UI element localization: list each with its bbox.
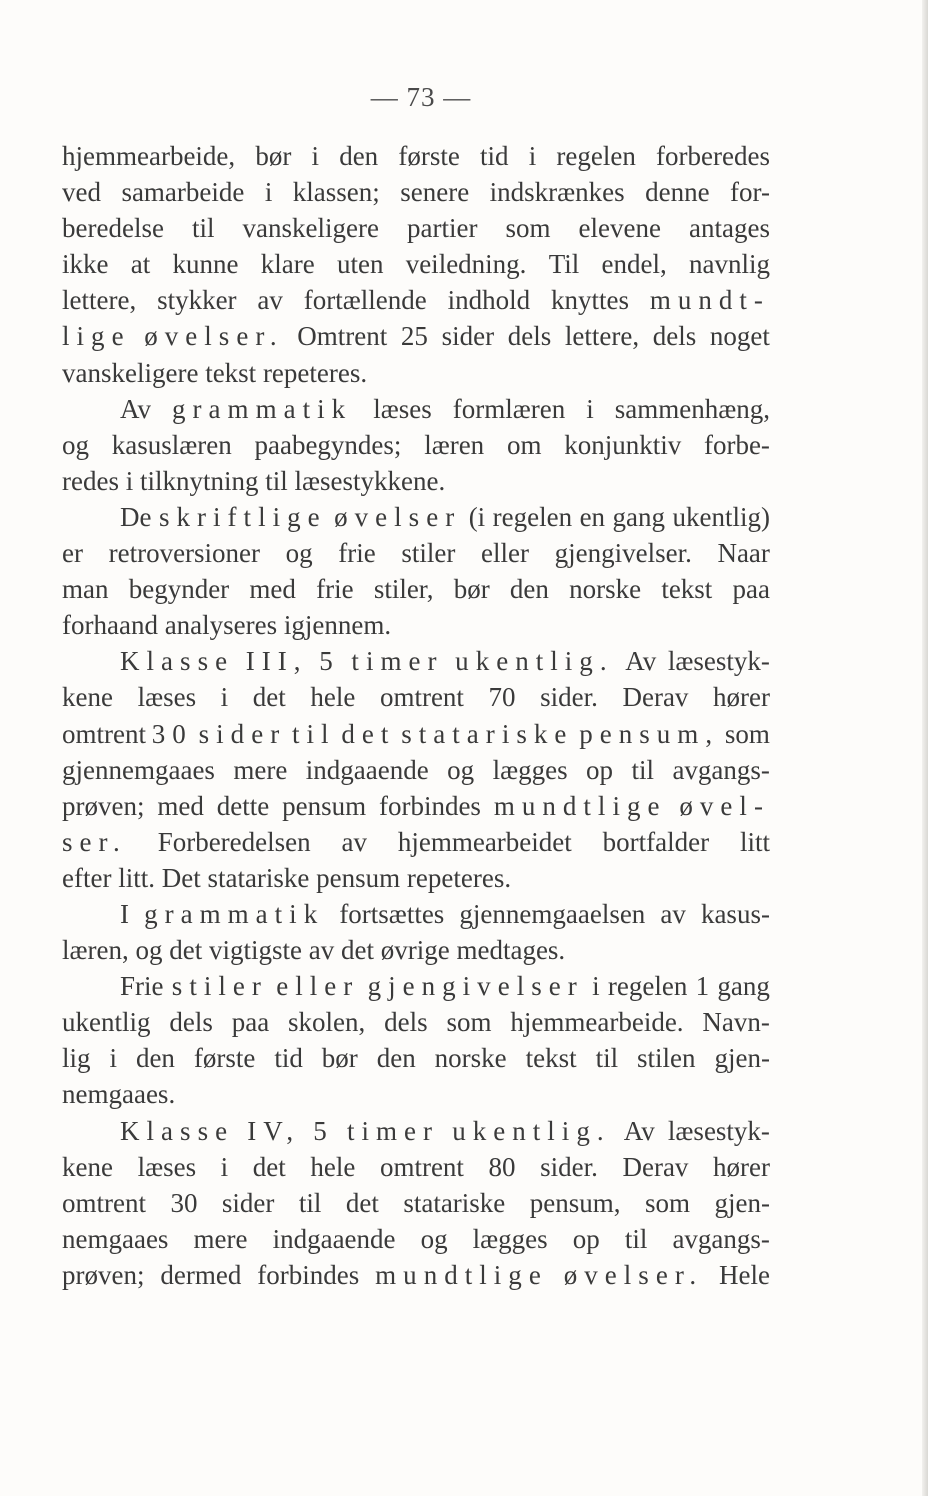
word: statariske <box>401 718 574 749</box>
text-line <box>62 932 770 968</box>
word: ikke <box>62 249 109 280</box>
word: og <box>285 538 313 569</box>
word: tekst <box>205 357 257 388</box>
word: øvelser <box>334 501 462 532</box>
word: kene <box>62 682 113 713</box>
word: gjen- <box>714 1043 770 1074</box>
word: timer <box>346 1115 440 1146</box>
word: dette <box>216 790 270 821</box>
word: indgaaende <box>305 754 429 785</box>
word: 30 <box>151 718 193 749</box>
word: gang <box>717 971 770 1002</box>
text-line <box>62 968 770 1004</box>
word: av <box>660 898 686 929</box>
word: avgangs- <box>672 754 770 785</box>
word: (i <box>468 501 486 532</box>
word: gjennemgaaelsen <box>459 898 646 929</box>
word: op <box>572 1223 600 1254</box>
word: prøven; <box>62 1259 145 1290</box>
word: omtrent <box>62 718 146 749</box>
text-line <box>62 1185 770 1221</box>
word: frie <box>316 574 354 605</box>
word: dels <box>507 321 552 352</box>
word: Til <box>548 249 580 280</box>
word: av <box>308 935 335 966</box>
text-line <box>62 824 770 860</box>
word: skolen, <box>288 1007 366 1038</box>
word: læses <box>137 682 197 713</box>
text-line <box>62 138 770 174</box>
word: I <box>120 898 129 929</box>
word: i <box>592 971 600 1002</box>
body-text <box>62 138 770 1293</box>
word: 25 <box>400 321 428 352</box>
word: det <box>345 1187 379 1218</box>
word: III, <box>245 646 308 677</box>
text-line <box>62 1076 770 1112</box>
word: Omtrent <box>297 321 388 352</box>
word: læren, <box>62 935 129 966</box>
word: forbindes <box>257 1259 360 1290</box>
text-line <box>62 282 770 318</box>
word: op <box>586 754 614 785</box>
word: i <box>528 141 537 171</box>
word: og <box>420 1223 448 1254</box>
word: læsestyk- <box>667 646 770 677</box>
word: stiler <box>171 971 268 1002</box>
word: endel, <box>601 249 667 280</box>
word: bør <box>255 141 292 171</box>
word: norske <box>434 1043 507 1074</box>
word: til <box>298 1187 322 1218</box>
word: man <box>62 574 109 605</box>
word: i <box>586 393 594 424</box>
word: ukentlig <box>62 1007 151 1038</box>
word: ved <box>62 177 101 208</box>
word: Frie <box>120 971 164 1002</box>
word: av <box>257 285 283 316</box>
word: retroversioner <box>108 538 261 569</box>
word: sider <box>441 321 495 352</box>
word: mundtlige <box>493 790 667 821</box>
word: Av <box>625 646 657 677</box>
word: samarbeide <box>121 177 245 208</box>
word: i <box>264 177 273 208</box>
word: mere <box>193 1223 248 1254</box>
word: mundtlige <box>375 1259 548 1290</box>
word: i <box>125 465 134 496</box>
word: uten <box>336 249 384 280</box>
word: gjen- <box>714 1187 770 1218</box>
word: timer <box>351 646 444 677</box>
word: læses <box>373 393 432 424</box>
word: og <box>447 754 475 785</box>
text-line <box>62 1221 770 1257</box>
word: første <box>398 141 460 171</box>
word: hele <box>310 1151 356 1182</box>
word: Navn- <box>702 1007 770 1038</box>
word: er <box>62 538 83 569</box>
word: forberedes <box>656 141 770 171</box>
word: det <box>169 935 203 966</box>
word: lægges <box>492 754 568 785</box>
word: statariske <box>403 1187 506 1218</box>
text-line <box>62 427 770 463</box>
word: den <box>509 574 549 605</box>
word: dels <box>384 1007 428 1038</box>
word: denne <box>645 177 710 208</box>
word: bør <box>453 574 490 605</box>
word: redes <box>62 465 119 496</box>
word: ukentlig. <box>455 646 614 677</box>
word: partier <box>406 213 478 244</box>
word: og <box>62 429 89 460</box>
word: øvrige <box>380 935 450 966</box>
word: læsestykkene. <box>294 465 446 496</box>
text-line <box>62 210 770 246</box>
word: det <box>340 935 374 966</box>
word: eller <box>481 538 529 569</box>
word: repeteres. <box>262 357 368 388</box>
word: 5 <box>319 646 340 677</box>
word: i <box>220 1151 229 1182</box>
word: indskrænkes <box>489 177 625 208</box>
word: hjemmearbeidet <box>397 826 572 857</box>
word: hjemmearbeide. <box>510 1007 684 1038</box>
word: den <box>376 1043 416 1074</box>
word: beredelse <box>62 213 164 244</box>
word: øvel- <box>679 790 770 821</box>
word: litt <box>739 826 770 857</box>
word: hele <box>310 682 356 713</box>
word: til <box>292 718 336 749</box>
word: ser. <box>62 826 127 857</box>
word: knyttes <box>550 285 629 316</box>
word: tid <box>274 1043 303 1074</box>
word: omtrent <box>379 682 464 713</box>
text-line <box>62 1004 770 1040</box>
word: sider <box>221 1187 275 1218</box>
word: paa <box>732 574 770 605</box>
word: antages <box>688 213 770 244</box>
word: efter <box>62 862 112 893</box>
word: Det <box>161 862 201 893</box>
word: læren <box>424 429 485 460</box>
word: første <box>193 1043 256 1074</box>
word: paa <box>231 1007 270 1038</box>
word: læses <box>137 1151 197 1182</box>
word: vanskeligere <box>62 357 199 388</box>
word: tilknytning <box>139 465 259 496</box>
word: med <box>157 790 204 821</box>
word: stiler, <box>373 574 434 605</box>
text-line <box>62 571 770 607</box>
word: som <box>724 718 770 749</box>
word: klassen; <box>292 177 380 208</box>
word: statariske <box>207 862 310 893</box>
page-number: — 73 — <box>370 82 472 112</box>
word: 80 <box>488 1151 516 1182</box>
word: tekst <box>525 1043 577 1074</box>
word: norske <box>569 574 642 605</box>
word: i <box>220 682 229 713</box>
text-line <box>62 246 770 282</box>
text-line <box>62 391 770 427</box>
word: tekst <box>661 574 713 605</box>
text-line <box>62 752 770 788</box>
word: hører <box>713 1151 770 1182</box>
word: kunne <box>172 249 239 280</box>
text-line <box>62 860 770 896</box>
word: kasus- <box>700 898 770 929</box>
word: forhaand <box>62 610 158 641</box>
word: forbindes <box>378 790 481 821</box>
word: med <box>249 574 296 605</box>
word: analyseres <box>164 610 278 641</box>
word: regelen <box>556 141 636 171</box>
word: det <box>252 1151 286 1182</box>
word: til <box>624 1223 648 1254</box>
word: gjengivelser. <box>554 538 692 569</box>
word: prøven; <box>62 790 145 821</box>
word: hører <box>713 682 770 713</box>
word: gjengivelser <box>367 971 584 1002</box>
word: lægges <box>472 1223 548 1254</box>
word: lettere, <box>62 285 137 316</box>
word: stilen <box>637 1043 696 1074</box>
word: nemgaaes <box>62 1223 169 1254</box>
word: bør <box>321 1043 358 1074</box>
word: til <box>265 465 288 496</box>
word: vigtigste <box>209 935 302 966</box>
word: mere <box>233 754 288 785</box>
text-line <box>62 788 770 824</box>
word: Klasse <box>120 646 235 677</box>
word: av <box>341 826 367 857</box>
text-line <box>62 535 770 571</box>
word: fortællende <box>303 285 427 316</box>
word: lige <box>62 321 131 352</box>
word: og <box>135 935 163 966</box>
word: sammenhæng, <box>614 393 770 424</box>
word: omtrent <box>62 1187 146 1218</box>
text-line <box>62 318 770 354</box>
word: dels <box>169 1007 213 1038</box>
word: nemgaaes. <box>62 1079 176 1110</box>
text-line <box>62 1149 770 1185</box>
text-line <box>62 643 770 679</box>
word: Naar <box>717 538 770 569</box>
word: 70 <box>488 682 516 713</box>
word: som <box>644 1187 690 1218</box>
word: regelen <box>492 501 573 532</box>
word: pensum, <box>579 718 720 749</box>
word: forbe- <box>703 429 770 460</box>
word: De <box>120 501 152 532</box>
word: senere <box>400 177 470 208</box>
word: i <box>311 141 320 171</box>
word: dels <box>652 321 697 352</box>
word: Av <box>623 1115 655 1146</box>
word: navnlig <box>688 249 770 280</box>
word: fortsættes <box>339 898 445 929</box>
word: pensum <box>282 790 367 821</box>
word: sider. <box>540 682 598 713</box>
word: den <box>135 1043 175 1074</box>
word: ukentlig) <box>672 501 770 532</box>
word: som <box>505 213 551 244</box>
word: skriftlige <box>158 501 327 532</box>
word: indhold <box>447 285 531 316</box>
word: den <box>339 141 379 171</box>
word: Klasse <box>120 1115 235 1146</box>
word: 1 <box>695 971 710 1002</box>
word: lettere, <box>564 321 640 352</box>
word: 30 <box>170 1187 198 1218</box>
word: pensum, <box>529 1187 621 1218</box>
word: grammatik <box>172 393 353 424</box>
text-line <box>62 463 770 499</box>
word: kasuslæren <box>111 429 232 460</box>
text-line <box>62 174 770 210</box>
word: sider. <box>540 1151 598 1182</box>
word: formlæren <box>452 393 566 424</box>
word: gjennemgaaes <box>62 754 215 785</box>
word: øvelser. <box>144 321 284 352</box>
word: lig <box>62 1043 91 1074</box>
word: Derav <box>622 682 689 713</box>
word: veiledning. <box>405 249 527 280</box>
text-line <box>62 355 770 391</box>
word: som <box>446 1007 492 1038</box>
text-line <box>62 1040 770 1076</box>
word: klare <box>260 249 315 280</box>
word: medtages. <box>456 935 566 966</box>
text-line <box>62 499 770 535</box>
word: læsestyk- <box>667 1115 770 1146</box>
word: mundt- <box>649 285 770 316</box>
word: paabegyndes; <box>254 429 402 460</box>
word: Av <box>120 393 151 424</box>
word: en <box>579 501 606 532</box>
word: hjemmearbeide, <box>62 141 236 171</box>
word: pensum <box>316 862 401 893</box>
word: omtrent <box>379 1151 464 1182</box>
word: 5 <box>313 1115 334 1146</box>
word: frie <box>338 538 376 569</box>
word: stykker <box>157 285 237 316</box>
word: kene <box>62 1151 113 1182</box>
text-line <box>62 1257 770 1293</box>
word: Forberedelsen <box>157 826 311 857</box>
text-line <box>62 1113 770 1149</box>
page-edge-shadow <box>922 0 928 1496</box>
word: Derav <box>622 1151 689 1182</box>
word: regelen <box>607 971 688 1002</box>
word: eller <box>276 971 360 1002</box>
word: tid <box>480 141 509 171</box>
word: sider <box>198 718 287 749</box>
word: til <box>595 1043 619 1074</box>
word: litt. <box>118 862 155 893</box>
word: bortfalder <box>602 826 710 857</box>
word: i <box>109 1043 117 1074</box>
word: det <box>252 682 286 713</box>
text-line <box>62 607 770 643</box>
word: Hele <box>719 1259 770 1290</box>
word: elevene <box>578 213 661 244</box>
word: IV, <box>247 1115 301 1146</box>
word: repeteres. <box>406 862 512 893</box>
word: det <box>341 718 396 749</box>
word: igjennem. <box>283 610 392 641</box>
word: grammatik <box>144 898 325 929</box>
word: dermed <box>160 1259 242 1290</box>
word: om <box>506 429 542 460</box>
text-line <box>62 896 770 932</box>
word: vanskeligere <box>242 213 379 244</box>
word: at <box>130 249 151 280</box>
text-line <box>62 679 770 715</box>
word: begynder <box>128 574 230 605</box>
word: noget <box>709 321 770 352</box>
text-line <box>62 716 770 752</box>
word: for- <box>730 177 770 208</box>
word: stiler <box>401 538 456 569</box>
word: gang <box>612 501 666 532</box>
word: avgangs- <box>672 1223 770 1254</box>
word: konjunktiv <box>564 429 682 460</box>
word: ukentlig. <box>452 1115 611 1146</box>
word: øvelser. <box>563 1259 704 1290</box>
word: til <box>631 754 654 785</box>
word: indgaaende <box>272 1223 396 1254</box>
word: til <box>191 213 215 244</box>
